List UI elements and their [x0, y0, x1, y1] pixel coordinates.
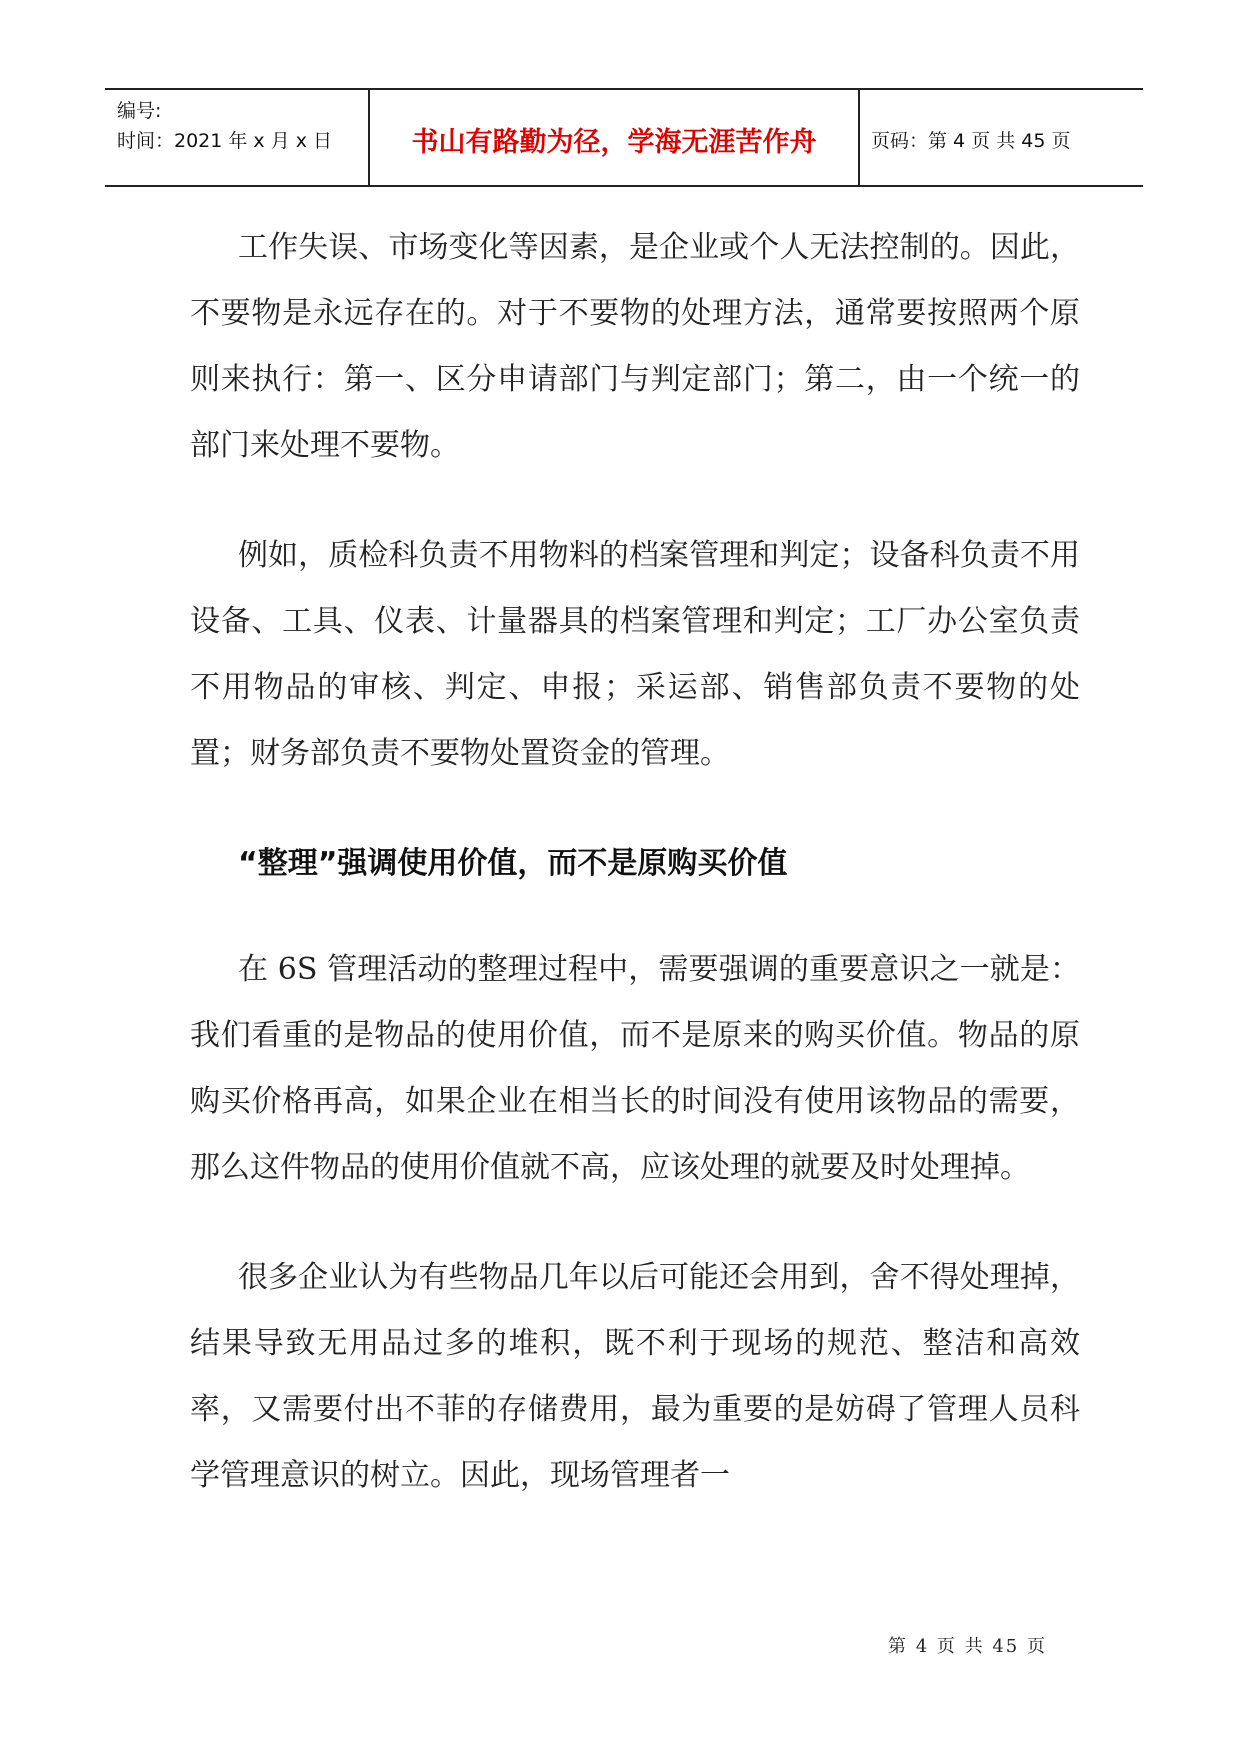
body-paragraph-1: 工作失误、市场变化等因素，是企业或个人无法控制的。因此，不要物是永远存在的。对于不要物的处理方法，通常要按照两个原则来执行：第一、区分申请部门与判定部门；第二，由一个统一的部门来处理不要物。	[190, 230, 1080, 463]
header-divider-right	[858, 90, 860, 185]
page-footer: 第 4 页 共 45 页	[888, 1636, 1047, 1657]
header-motto: 书山有路勤为径，学海无涯苦作舟	[411, 127, 817, 158]
number-label: 编号:	[117, 100, 162, 122]
header-divider-left	[368, 90, 370, 185]
document-header	[105, 88, 1143, 187]
document-body	[190, 215, 1080, 1553]
body-paragraph-4: 很多企业认为有些物品几年以后可能还会用到，舍不得处理掉，结果导致无用品过多的堆积，既不利于现场的规范、整洁和高效率，又需要付出不菲的存储费用，最为重要的是妨碍了管理人员科学管理意识的树立。因此，现场管理者一	[190, 1260, 1080, 1493]
section-heading: “整理”强调使用价值，而不是原购买价值	[238, 846, 788, 881]
header-meta	[117, 94, 367, 180]
header-page-code: 页码：第 4 页 共 45 页	[871, 130, 1071, 152]
body-paragraph-2: 例如，质检科负责不用物料的档案管理和判定；设备科负责不用设备、工具、仪表、计量器具的档案管理和判定；工厂办公室负责不用物品的审核、判定、申报；采运部、销售部负责不要物的处置；财务部负责不要物处置资金的管理。	[190, 538, 1080, 771]
time-label: 时间：2021 年 x 月 x 日	[117, 130, 333, 152]
body-paragraph-3: 在 6S 管理活动的整理过程中，需要强调的重要意识之一就是：我们看重的是物品的使用价值，而不是原来的购买价值。物品的原购买价格再高，如果企业在相当长的时间没有使用该物品的需要，那么这件物品的使用价值就不高，应该处理的就要及时处理掉。	[190, 952, 1080, 1185]
